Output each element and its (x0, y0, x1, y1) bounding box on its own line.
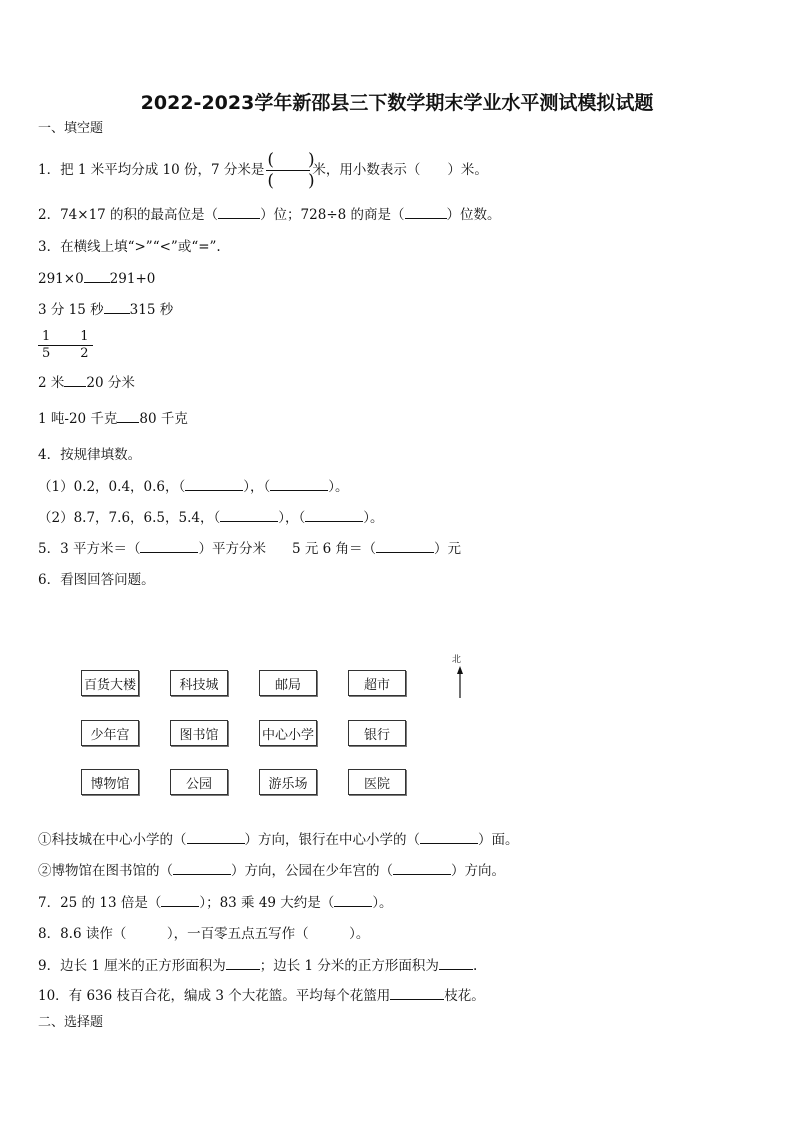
compare-blank[interactable] (104, 313, 130, 314)
q3-right-fraction (76, 329, 92, 362)
map-building: 公园 (170, 769, 228, 795)
q2-text-c: ）位数。 (446, 207, 501, 223)
page-title: 2022-2023学年新邵县三下数学期末学业水平测试模拟试题 (140, 92, 654, 114)
q4-p2-text-b: ），（ (278, 510, 306, 526)
q7-text-b: ）；83 乘 49 大约是（ (199, 895, 335, 911)
q3-r2-right: 315 秒 (129, 302, 174, 318)
q2-text-a: 2．74×17 的积的最高位是（ (38, 207, 219, 223)
q3-r1-right: 291+0 (109, 271, 156, 287)
q3-row-2 (38, 301, 173, 319)
q4-p1-text-c: ）。 (328, 479, 349, 495)
section-choice: 二、选择题 (38, 1015, 104, 1030)
question-4-stem: 4．按规律填数。 (38, 447, 142, 463)
answer-blank[interactable] (226, 969, 260, 970)
question-7 (38, 894, 393, 912)
q9-text-b: ；边长 1 分米的正方形面积为 (259, 958, 439, 974)
q6-s1-text-c: ）面。 (478, 832, 519, 848)
q9-text-c: . (472, 958, 478, 974)
map-building: 百货大楼 (81, 670, 139, 696)
q3-row-3 (38, 327, 93, 363)
q3-r2-left: 3 分 15 秒 (38, 302, 104, 318)
map-building: 中心小学 (259, 720, 317, 746)
answer-blank[interactable] (376, 552, 434, 553)
q9-text-a: 9．边长 1 厘米的正方形面积为 (38, 958, 226, 974)
q1-fraction-denominator: ( ) (267, 171, 315, 191)
q1-text-b: 米，用小数表示（ ）米。 (312, 162, 488, 178)
q1-fraction (266, 150, 315, 191)
map-building: 博物馆 (81, 769, 139, 795)
q4-part-2 (38, 509, 383, 527)
q6-sub-2 (38, 862, 505, 880)
answer-blank[interactable] (439, 969, 473, 970)
q3-row-5 (38, 410, 188, 428)
q7-text-a: 7．25 的 13 倍是（ (38, 895, 162, 911)
q3-row-1 (38, 270, 155, 288)
q3-r5-left: 1 吨-20 千克 (38, 411, 118, 427)
q6-s1-text-a: ①科技城在中心小学的（ (38, 832, 187, 848)
map-building: 邮局 (259, 670, 317, 696)
q3-r1-left: 291×0 (38, 271, 84, 287)
answer-blank[interactable] (393, 874, 451, 875)
map-building: 少年宫 (81, 720, 139, 746)
q4-p1-text-b: ），（ (243, 479, 271, 495)
q6-sub-1 (38, 831, 519, 849)
question-6-stem: 6．看图回答问题。 (38, 572, 155, 588)
q6-s2-text-a: ②博物馆在图书馆的（ (38, 863, 173, 879)
q7-text-c: ）。 (372, 895, 393, 911)
answer-blank[interactable] (218, 218, 260, 219)
answer-blank[interactable] (161, 906, 199, 907)
answer-blank[interactable] (187, 843, 245, 844)
map-building: 银行 (348, 720, 406, 746)
q10-text-a: 10．有 636 枝百合花，编成 3 个大花篮。平均每个花篮用 (38, 988, 391, 1004)
q6-s2-text-c: ）方向。 (451, 863, 505, 879)
answer-blank[interactable] (270, 490, 328, 491)
answer-blank[interactable] (305, 521, 363, 522)
q6-s2-text-b: ）方向，公园在少年宫的（ (231, 863, 393, 879)
answer-blank[interactable] (173, 874, 231, 875)
answer-blank[interactable] (334, 906, 372, 907)
section-fill-in: 一、填空题 (38, 121, 104, 136)
map-building: 医院 (348, 769, 406, 795)
north-label: 北 (452, 655, 462, 665)
q5-text-b: ）平方分米 (198, 541, 266, 557)
q3-left-fraction (38, 329, 54, 362)
question-8: 8．8.6 读作（ ），一百零五点五写作（ ）。 (38, 926, 370, 942)
compare-blank[interactable] (54, 345, 76, 346)
q6-s1-text-b: ）方向，银行在中心小学的（ (244, 832, 420, 848)
question-10 (38, 987, 485, 1005)
north-arrow-icon (457, 666, 463, 698)
map-building: 图书馆 (170, 720, 228, 746)
compare-blank[interactable] (64, 386, 86, 387)
fraction-denominator: 2 (80, 346, 89, 361)
q10-text-b: 枝花。 (444, 988, 485, 1004)
question-3-stem: 3．在横线上填“>”“<”或“=”. (38, 239, 221, 255)
map-building: 超市 (348, 670, 406, 696)
q4-p2-text-c: ）。 (363, 510, 384, 526)
compare-blank[interactable] (84, 282, 110, 283)
answer-blank[interactable] (185, 490, 243, 491)
map-building: 科技城 (170, 670, 228, 696)
answer-blank[interactable] (405, 218, 447, 219)
answer-blank[interactable] (420, 843, 478, 844)
q3-r4-right: 20 分米 (86, 375, 135, 391)
q1-fraction-numerator: ( ) (267, 150, 315, 170)
question-2 (38, 206, 501, 224)
question-9 (38, 957, 477, 975)
fraction-numerator: 1 (76, 329, 92, 346)
q3-r4-left: 2 米 (38, 375, 65, 391)
q3-r5-right: 80 千克 (139, 411, 188, 427)
q1-text-a: 1．把 1 米平均分成 10 份，7 分米是 (38, 162, 265, 178)
question-5 (38, 540, 461, 558)
q4-p2-text-a: （2）8.7，7.6，6.5，5.4，（ (38, 510, 221, 526)
fraction-numerator: 1 (38, 329, 54, 346)
q5-text-a: 5．3 平方米＝（ (38, 541, 141, 557)
fraction-denominator: 5 (42, 346, 51, 361)
q5-text-c: 5 元 6 角＝（ (291, 541, 377, 557)
q5-text-d: ）元 (434, 541, 462, 557)
q3-row-4 (38, 374, 135, 392)
q2-text-b: ）位；728÷8 的商是（ (260, 207, 405, 223)
answer-blank[interactable] (140, 552, 198, 553)
q4-p1-text-a: （1）0.2，0.4，0.6，（ (38, 479, 186, 495)
question-1 (38, 148, 488, 192)
compare-blank[interactable] (117, 422, 139, 423)
map-building: 游乐场 (259, 769, 317, 795)
q4-part-1 (38, 478, 349, 496)
answer-blank[interactable] (390, 999, 444, 1000)
answer-blank[interactable] (220, 521, 278, 522)
